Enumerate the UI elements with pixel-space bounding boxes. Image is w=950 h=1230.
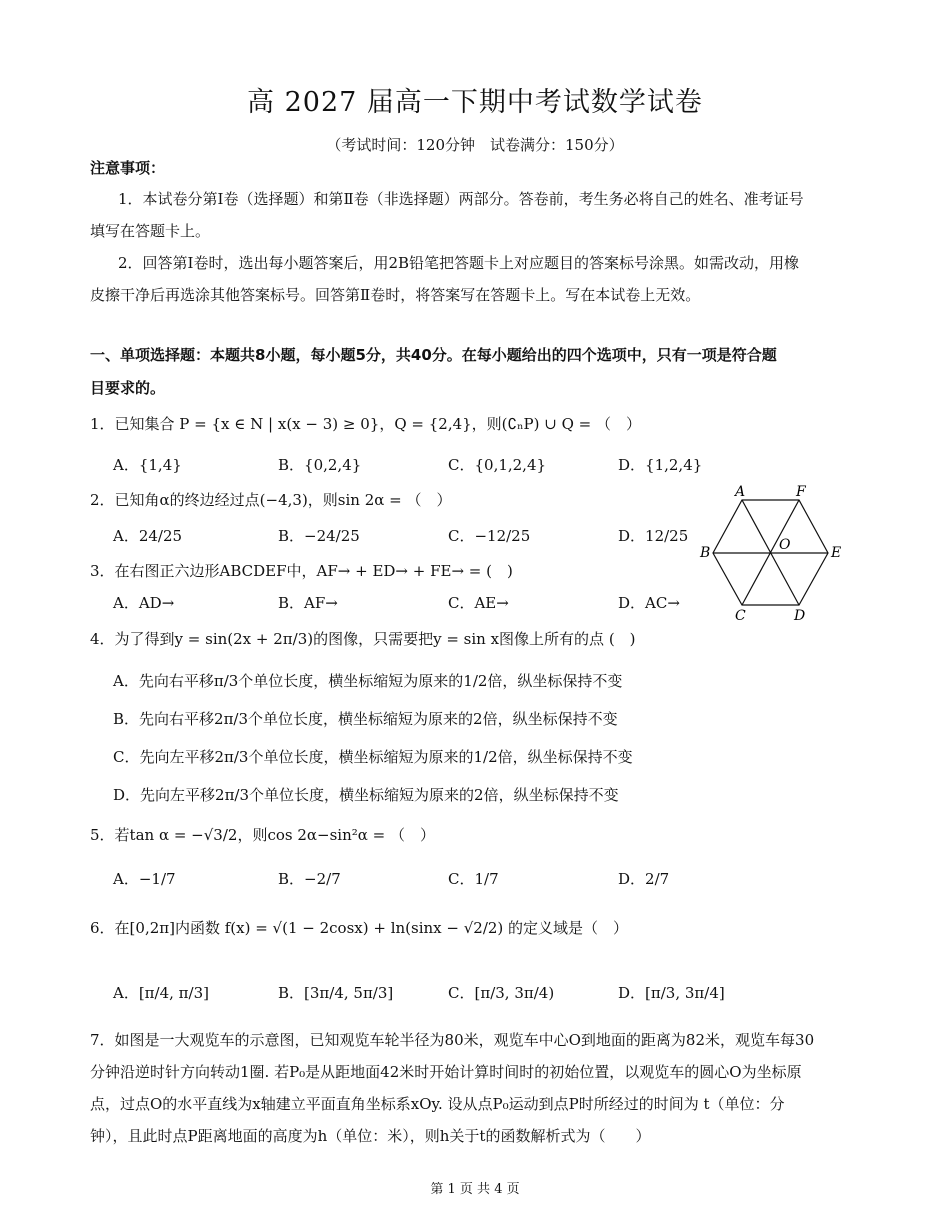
question-7-line: 分钟沿逆时针方向转动1圈. 若P₀是从距地面42米时开始计算时间时的初始位置，以观览车的圆心O为坐标原 — [90, 1063, 802, 1081]
q6-option-c: C．[π/3, 3π/4) — [448, 984, 555, 1002]
label-o: O — [779, 537, 791, 553]
label-b: B — [700, 545, 711, 561]
label-d: D — [794, 608, 806, 624]
note-line: 填写在答题卡上。 — [90, 222, 211, 240]
q3-option-a: A．AD→ — [113, 594, 175, 612]
question-6-stem: 6．在[0,2π]内函数 f(x) = √(1 − 2cosx) + ln(sinx − √2/2) 的定义域是（ ） — [90, 919, 629, 937]
q2-option-d: D．12/25 — [618, 527, 689, 545]
q3-option-b: B．AF→ — [278, 594, 338, 612]
q1-option-d: D．{1,2,4} — [618, 456, 703, 474]
question-7-line: 点，过点O的水平直线为x轴建立平面直角坐标系xOy. 设从点P₀运动到点P时所经过的时间为 t（单位：分 — [90, 1095, 785, 1113]
question-1-stem: 1．已知集合 P = {x ∈ N | x(x − 3) ≥ 0}，Q = {2,4}，则(∁ₙP) ∪ Q = （ ） — [90, 415, 642, 433]
question-2-stem: 2．已知角α的终边经过点(−4,3)，则sin 2α = （ ） — [90, 491, 452, 509]
label-c: C — [735, 608, 746, 624]
q2-option-c: C．−12/25 — [448, 527, 531, 545]
q5-option-d: D．2/7 — [618, 870, 670, 888]
question-7-line: 7．如图是一大观览车的示意图，已知观览车轮半径为80米，观览车中心O到地面的距离为82米，观览车每30 — [90, 1031, 815, 1049]
q4-option-d: D．先向左平移2π/3个单位长度，横坐标缩短为原来的2倍，纵坐标保持不变 — [113, 786, 619, 804]
page-title: 高 2027 届高一下期中考试数学试卷 — [247, 87, 703, 118]
note-line: 皮擦干净后再选涂其他答案标号。回答第Ⅱ卷时，将答案写在答题卡上。写在本试卷上无效。 — [90, 286, 701, 304]
q6-option-b: B．[3π/4, 5π/3] — [278, 984, 394, 1002]
note-line: 1．本试卷分第Ⅰ卷（选择题）和第Ⅱ卷（非选择题）两部分。答卷前，考生务必将自己的姓名、准考证号 — [118, 190, 804, 208]
q6-option-d: D．[π/3, 3π/4] — [618, 984, 725, 1002]
section-heading: 目要求的。 — [90, 379, 166, 397]
question-5-stem: 5．若tan α = −√3/2，则cos 2α−sin²α = （ ） — [90, 826, 435, 844]
notes-heading: 注意事项： — [90, 159, 166, 177]
q1-option-a: A．{1,4} — [113, 456, 182, 474]
label-e: E — [831, 545, 842, 561]
q6-option-a: A．[π/4, π/3] — [113, 984, 209, 1002]
page-footer: 第 1 页 共 4 页 — [430, 1182, 520, 1197]
question-3-stem: 3．在右图正六边形ABCDEF中，AF→ + ED→ + FE→ = ( ) — [90, 562, 513, 580]
q4-option-b: B．先向右平移2π/3个单位长度，横坐标缩短为原来的2倍，纵坐标保持不变 — [113, 710, 618, 728]
label-f: F — [796, 485, 806, 500]
q1-option-b: B．{0,2,4} — [278, 456, 362, 474]
exam-info: （考试时间：120分钟 试卷满分：150分） — [326, 136, 624, 154]
hexagon-figure — [695, 485, 855, 625]
q5-option-b: B．−2/7 — [278, 870, 341, 888]
label-a: A — [735, 485, 746, 500]
q1-option-c: C．{0,1,2,4} — [448, 456, 547, 474]
q5-option-a: A．−1/7 — [113, 870, 176, 888]
q4-option-a: A．先向右平移π/3个单位长度，横坐标缩短为原来的1/2倍，纵坐标保持不变 — [113, 672, 623, 690]
note-line: 2．回答第Ⅰ卷时，选出每小题答案后，用2B铅笔把答题卡上对应题目的答案标号涂黑。如需改动，用橡 — [118, 254, 800, 272]
q2-option-b: B．−24/25 — [278, 527, 360, 545]
q3-option-c: C．AE→ — [448, 594, 509, 612]
q5-option-c: C．1/7 — [448, 870, 499, 888]
q4-option-c: C．先向左平移2π/3个单位长度，横坐标缩短为原来的1/2倍，纵坐标保持不变 — [113, 748, 633, 766]
q2-option-a: A．24/25 — [113, 527, 183, 545]
section-heading: 一、单项选择题：本题共8小题，每小题5分，共40分。在每小题给出的四个选项中，只有一项是符合题 — [90, 346, 777, 364]
question-4-stem: 4．为了得到y = sin(2x + 2π/3)的图像，只需要把y = sin x图像上所有的点 ( ) — [90, 630, 636, 648]
q3-option-d: D．AC→ — [618, 594, 680, 612]
question-7-line: 钟），且此时点P距离地面的高度为h（单位：米），则h关于t的函数解析式为（ ） — [90, 1127, 651, 1145]
